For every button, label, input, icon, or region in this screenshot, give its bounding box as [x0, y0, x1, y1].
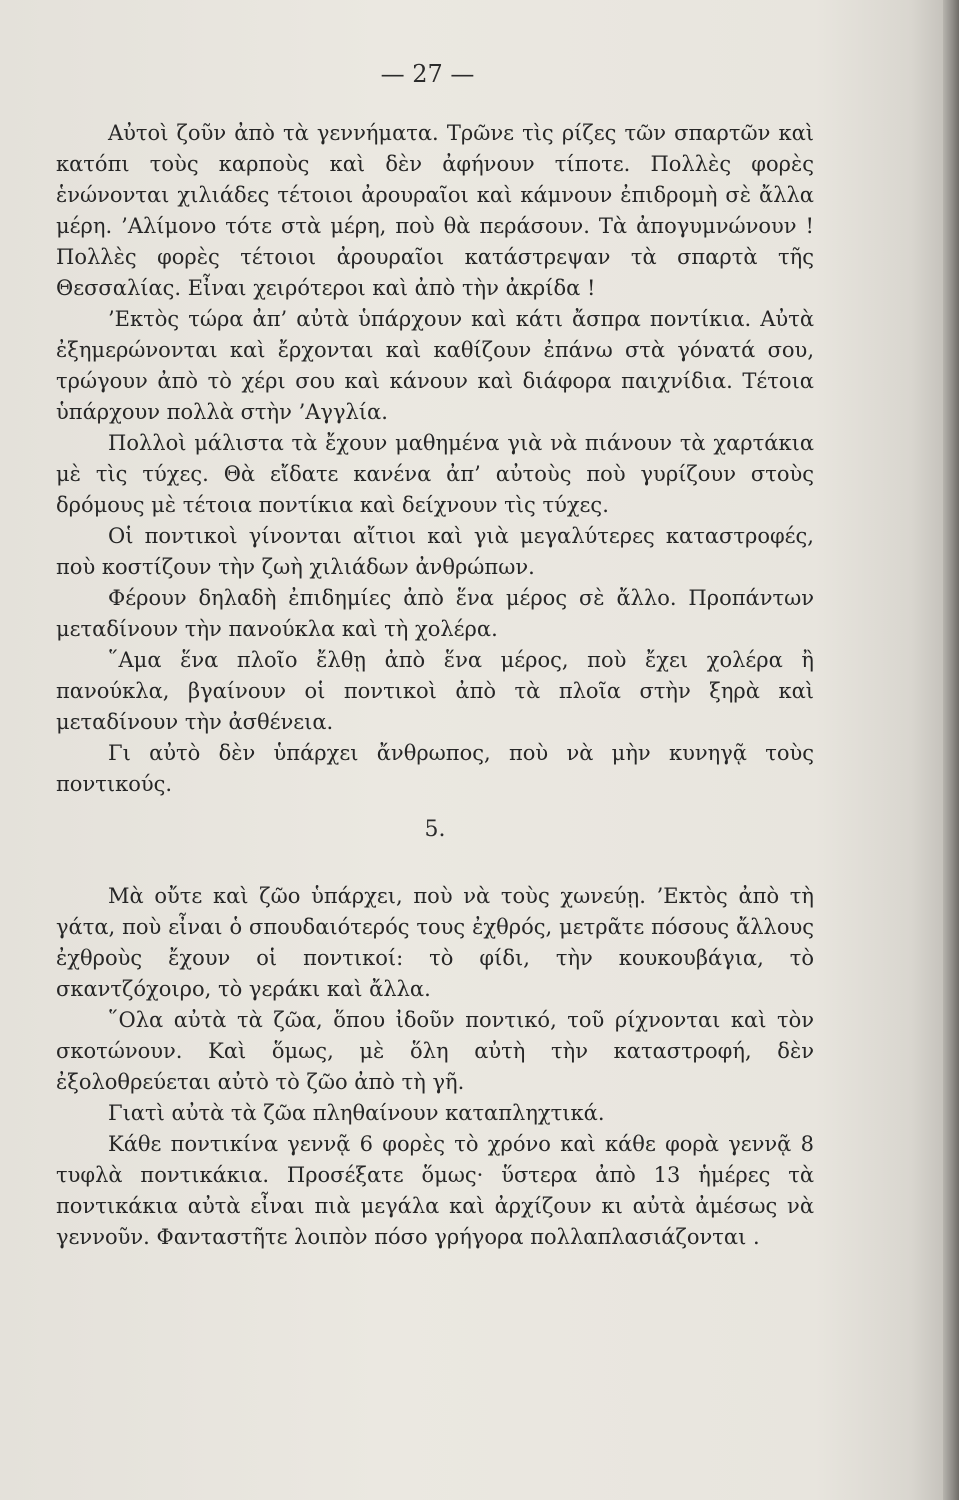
book-spine-shadow — [943, 0, 959, 1500]
section-number: 5. — [424, 817, 446, 842]
paragraph-killing: ῞Ολα αὐτὰ τὰ ζῶα, ὅπου ἰδοῦν ποντικό, τοῦ ρίχνονται καὶ τὸν σκοτώνουν. Καὶ ὅμως, μὲ ὅλη αὐτὴ τὴν καταστροφή, δὲν ἐξολοθρεύεται αὐτὸ τὸ ζῶο ἀπὸ τὴ γῆ. — [56, 1008, 814, 1094]
paragraph-fortune-mice: Πολλοὶ μάλιστα τὰ ἔχουν μαθημένα γιὰ νὰ πιάνουν τὰ χαρτάκια μὲ τὶς τύχες. Θὰ εἴδατε κανένα ἀπ’ αὐτοὺς ποὺ γυρίζουν στοὺς δρόμους μὲ τέτοια ποντίκια καὶ δείχνουν τὶς τύχες. — [56, 431, 814, 517]
paragraph-enemies: Μὰ οὔτε καὶ ζῶο ὑπάρχει, ποὺ νὰ τοὺς χωνεύῃ. ’Εκτὸς ἀπὸ τὴ γάτα, ποὺ εἶναι ὁ σπουδαιότερός τους ἐχθρός, μετρᾶτε πόσους ἄλλους ἐχθροὺς ἔχουν οἱ ποντικοί: τὸ φίδι, τὴν κουκουβάγια, τὸ σκαντζόχοιρο, τὸ γεράκι καὶ ἄλλα. — [56, 884, 814, 1001]
paragraph-ships: ῞Αμα ἕνα πλοῖο ἔλθῃ ἀπὸ ἕνα μέρος, ποὺ ἔχει χολέρα ἢ πανούκλα, βγαίνουν οἱ ποντικοὶ ἀπὸ τὰ πλοῖα στὴν ξηρὰ καὶ μεταδίνουν τὴν ἀσθένεια. — [56, 648, 814, 734]
paragraph-field-mice: Αὐτοὶ ζοῦν ἀπὸ τὰ γεννήματα. Τρῶνε τὶς ρίζες τῶν σπαρτῶν καὶ κατόπι τοὺς καρποὺς καὶ δὲν ἀφήνουν τίποτε. Πολλὲς φορὲς ἑνώνονται χιλιάδες τέτοιοι ἀρουραῖοι καὶ κάμνουν ἐπιδρομὴ σὲ ἄλλα μέρη. ’Αλίμονο τότε στὰ μέρη, ποὺ θὰ περάσουν. Τὰ ἀπογυμνώνουν ! Πολλὲς φορὲς τέτοιοι ἀρουραῖοι κατάστρεψαν τὰ σπαρτὰ τῆς Θεσσαλίας. Εἶναι χειρότεροι καὶ ἀπὸ τὴν ἀκρίδα ! — [56, 121, 814, 300]
page-number: — 27 — — [380, 60, 475, 88]
paragraph-white-mice: ’Εκτὸς τώρα ἀπ’ αὐτὰ ὑπάρχουν καὶ κάτι ἄσπρα ποντίκια. Αὐτὰ ἐξημερώνονται καὶ ἔρχονται καὶ καθίζουν ἐπάνω στὰ γόνατά σου, τρώγουν ἀπὸ τὸ χέρι σου καὶ κάνουν καὶ διάφορα παιχνίδια. Τέτοια ὑπάρχουν πολλὰ στὴν ’Αγγλία. — [56, 307, 814, 424]
paragraph-epidemics: Φέρουν δηλαδὴ ἐπιδημίες ἀπὸ ἕνα μέρος σὲ ἄλλο. Προπάντων μεταδίνουν τὴν πανούκλα καὶ τὴ χολέρα. — [56, 586, 814, 641]
page-body — [56, 118, 814, 1253]
paragraph-multiply: Γιατὶ αὐτὰ τὰ ζῶα πληθαίνουν καταπληχτικά. — [108, 1101, 605, 1125]
paragraph-disasters: Οἱ ποντικοὶ γίνονται αἴτιοι καὶ γιὰ μεγαλύτερες καταστροφές, ποὺ κοστίζουν τὴν ζωὴ χιλιάδων ἀνθρώπων. — [56, 524, 814, 579]
paragraph-breeding: Κάθε ποντικίνα γεννᾷ 6 φορὲς τὸ χρόνο καὶ κάθε φορὰ γεννᾷ 8 τυφλὰ ποντικάκια. Προσέξατε ὅμως· ὕστερα ἀπὸ 13 ἡμέρες τὰ ποντικάκια αὐτὰ εἶναι πιὰ μεγάλα καὶ ἀρχίζουν κι αὐτὰ ἀμέσως νὰ γεννοῦν. Φανταστῆτε λοιπὸν πόσο γρήγορα πολλαπλασιάζονται . — [56, 1132, 814, 1249]
paragraph-hunting: Γι αὐτὸ δὲν ὑπάρχει ἄνθρωπος, ποὺ νὰ μὴν κυνηγᾷ τοὺς ποντικούς. — [56, 741, 814, 796]
